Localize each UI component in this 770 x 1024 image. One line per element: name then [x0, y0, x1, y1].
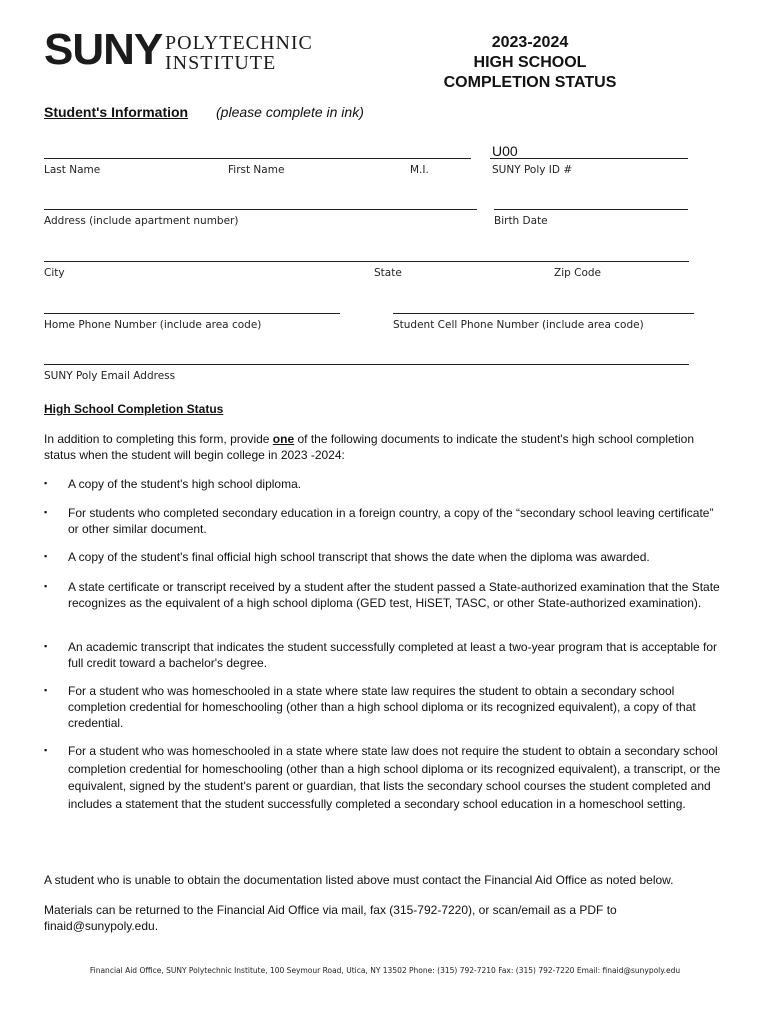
- list-item: A copy of the student's final official high school transcript that shows the date when the diploma was awarded.: [68, 550, 650, 564]
- completion-heading: High School Completion Status: [44, 402, 224, 416]
- list-item: For students who completed secondary education in a foreign country, a copy of the “secondary school leaving certificate” or other similar document.: [68, 506, 714, 536]
- intro-before: In addition to completing this form, provide: [44, 432, 273, 446]
- bullet-icon: ▪: [44, 685, 48, 695]
- intro-bold: one: [272, 432, 295, 446]
- address-line[interactable]: [44, 209, 477, 210]
- id-label: SUNY Poly ID #: [492, 164, 573, 176]
- mi-label: M.I.: [410, 164, 429, 176]
- first-name-label: First Name: [228, 164, 285, 176]
- note-open: (: [216, 104, 221, 120]
- home-phone-label: Home Phone Number (include area code): [44, 319, 262, 331]
- zip-label: Zip Code: [554, 267, 601, 279]
- last-name-label: Last Name: [44, 164, 101, 176]
- student-info-heading: Student's Information: [44, 104, 189, 120]
- cell-phone-line[interactable]: [393, 313, 694, 314]
- home-phone-line[interactable]: [44, 313, 340, 314]
- closing-paragraph-1: A student who is unable to obtain the documentation listed above must contact the Financial Aid Office as noted below.: [44, 873, 674, 887]
- bullet-icon: ▪: [44, 507, 48, 517]
- bullet-icon: ▪: [44, 478, 48, 488]
- birth-date-label: Birth Date: [494, 215, 548, 227]
- note-close: ): [359, 104, 364, 120]
- bullet-icon: ▪: [44, 581, 48, 591]
- logo-suny: SUNY: [44, 25, 163, 74]
- id-prefix: U00: [492, 143, 518, 159]
- note-text: please complete in ink: [220, 104, 360, 120]
- state-label: State: [374, 267, 402, 279]
- list-item: A copy of the student's high school diploma.: [68, 477, 302, 491]
- title-year: 2023-2024: [491, 34, 569, 51]
- bullet-icon: ▪: [44, 551, 48, 561]
- birth-date-line[interactable]: [494, 209, 688, 210]
- bullet-icon: ▪: [44, 745, 48, 755]
- list-item: A state certificate or transcript received by a student after the student passed a State-authorized examination that the State recognizes as the equivalent of a high school diploma (GED test, HiSET, TASC, or other State-authorized examination).: [68, 580, 720, 610]
- title-line3: COMPLETION STATUS: [443, 74, 617, 91]
- intro-paragraph: [44, 431, 714, 463]
- city-label: City: [44, 267, 65, 279]
- intro-after: of the following documents to indicate the student's high school completion status when the student will begin college in 2023 -2024:: [44, 432, 695, 462]
- cell-phone-label: Student Cell Phone Number (include area code): [393, 319, 644, 331]
- email-line[interactable]: [44, 364, 689, 365]
- logo-polytechnic: POLYTECHNIC: [165, 32, 313, 54]
- list-item: For a student who was homeschooled in a state where state law does not require the student to obtain a secondary school completion credential for homeschooling (other than a high school diploma or its recognized equivalent), a transcript, or the equivalent, signed by the student's parent or guardian, that lists the secondary school courses the student completed and includes a statement that the student successfully completed a secondary school education in a homeschool setting.: [68, 744, 721, 811]
- list-item: For a student who was homeschooled in a state where state law requires the student to obtain a secondary school completion credential for homeschooling (other than a high school diploma or its recognized equivalent), a copy of that credential.: [68, 684, 696, 730]
- bullet-icon: ▪: [44, 641, 48, 651]
- footer-contact: Financial Aid Office, SUNY Polytechnic Institute, 100 Seymour Road, Utica, NY 13502 Phone: (315) 792-7210 Fax: (315) 792-7220 Email: finaid@sunypoly.edu: [89, 966, 681, 975]
- name-line[interactable]: [44, 158, 471, 159]
- title-line2: HIGH SCHOOL: [473, 54, 587, 71]
- list-item: An academic transcript that indicates the student successfully completed at least a two-year program that is acceptable for full credit toward a bachelor's degree.: [68, 640, 717, 670]
- address-label: Address (include apartment number): [44, 215, 239, 227]
- ink-note: [216, 104, 364, 120]
- id-line[interactable]: [490, 158, 688, 159]
- closing-paragraph-2: Materials can be returned to the Financial Aid Office via mail, fax (315-792-7220), or scan/email as a PDF to finaid@sunypoly.edu.: [44, 903, 617, 933]
- city-state-zip-line[interactable]: [44, 261, 689, 262]
- logo-institute: INSTITUTE: [165, 52, 277, 74]
- email-label: SUNY Poly Email Address: [44, 370, 176, 382]
